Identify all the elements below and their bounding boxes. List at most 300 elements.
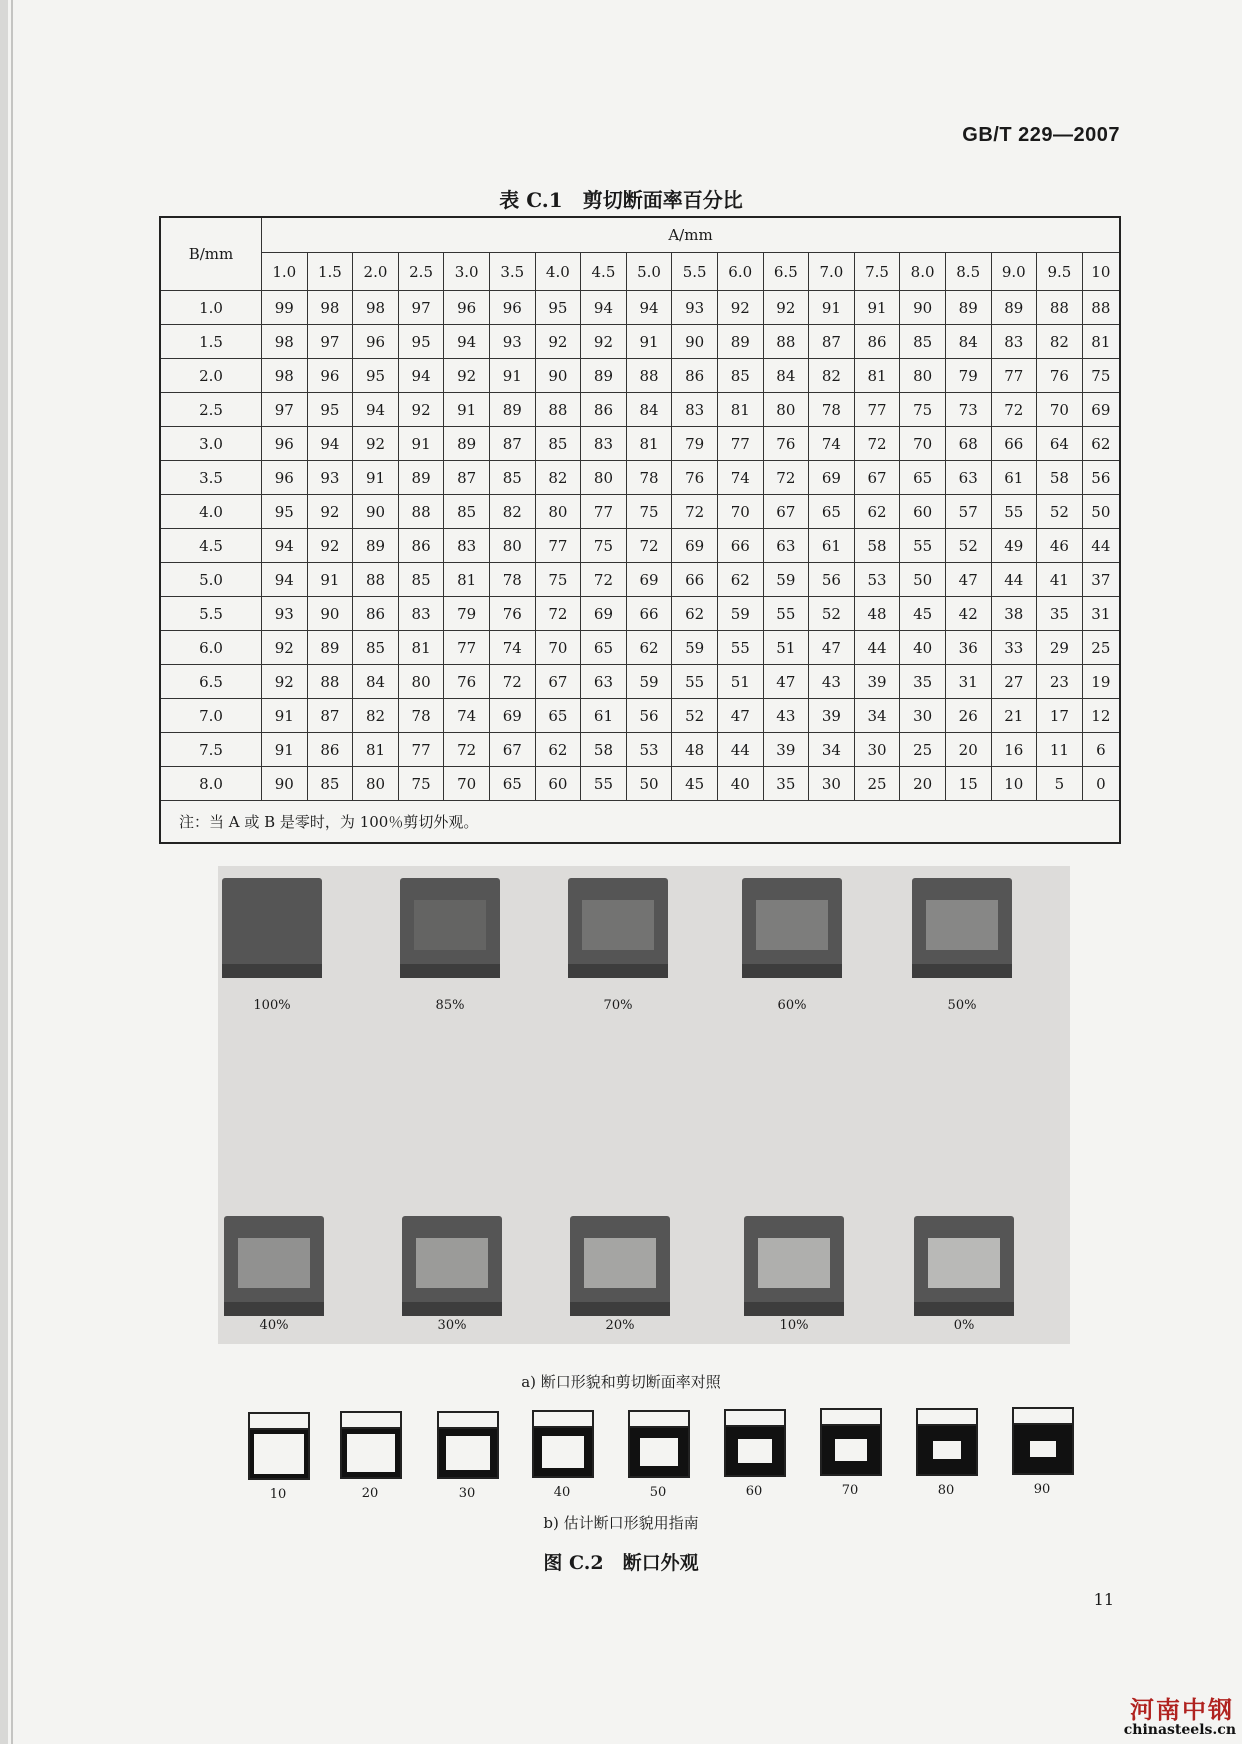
table-row — [160, 325, 1120, 359]
table-cell: 39 — [763, 733, 809, 767]
table-cell: 76 — [444, 665, 490, 699]
table-cell: 77 — [535, 529, 581, 563]
table-cell: 75 — [581, 529, 627, 563]
specimen-percent-label: 100% — [253, 998, 291, 1013]
row-b-value: 6.0 — [160, 631, 262, 665]
specimen-percent-label: 85% — [435, 998, 465, 1013]
watermark-cn: 河南中钢 — [1130, 1696, 1234, 1724]
table-cell: 96 — [262, 427, 308, 461]
table-cell: 29 — [1037, 631, 1083, 665]
table-cell: 44 — [1082, 529, 1120, 563]
column-header: 7.0 — [809, 253, 855, 291]
table-cell: 17 — [1037, 699, 1083, 733]
row-b-value: 1.0 — [160, 291, 262, 325]
table-cell: 86 — [854, 325, 900, 359]
table-cell: 30 — [809, 767, 855, 801]
table-cell: 96 — [262, 461, 308, 495]
table-cell: 72 — [444, 733, 490, 767]
table-cell: 86 — [353, 597, 399, 631]
table-cell: 46 — [1037, 529, 1083, 563]
table-cell: 66 — [672, 563, 718, 597]
table-cell: 81 — [626, 427, 672, 461]
table-cell: 92 — [398, 393, 444, 427]
table-cell: 92 — [717, 291, 763, 325]
table-cell: 66 — [717, 529, 763, 563]
table-cell: 62 — [535, 733, 581, 767]
column-header: 1.0 — [262, 253, 308, 291]
table-cell: 92 — [763, 291, 809, 325]
table-cell: 44 — [854, 631, 900, 665]
column-header: 4.5 — [581, 253, 627, 291]
table-cell: 82 — [1037, 325, 1083, 359]
table-cell: 26 — [945, 699, 991, 733]
table-cell: 89 — [398, 461, 444, 495]
table-cell: 88 — [1082, 291, 1120, 325]
table-cell: 59 — [763, 563, 809, 597]
table-cell: 70 — [535, 631, 581, 665]
table-cell: 20 — [900, 767, 946, 801]
table-cell: 34 — [809, 733, 855, 767]
table-row — [160, 529, 1120, 563]
table-cell: 51 — [763, 631, 809, 665]
guide-label: 30 — [458, 1486, 476, 1501]
table-cell: 55 — [581, 767, 627, 801]
table-cell: 52 — [945, 529, 991, 563]
table-cell: 80 — [581, 461, 627, 495]
table-cell: 76 — [672, 461, 718, 495]
watermark-en: chinasteels.cn — [1123, 1722, 1236, 1738]
guide-box — [532, 1410, 594, 1478]
table-cell: 84 — [353, 665, 399, 699]
table-cell: 93 — [489, 325, 535, 359]
table-cell: 52 — [809, 597, 855, 631]
table-cell: 94 — [262, 529, 308, 563]
table-cell: 84 — [626, 393, 672, 427]
table-cell: 16 — [991, 733, 1037, 767]
table-row — [160, 665, 1120, 699]
standard-code: GB/T 229—2007 — [962, 124, 1120, 146]
table-cell: 62 — [626, 631, 672, 665]
table-cell: 62 — [717, 563, 763, 597]
table-cell: 90 — [353, 495, 399, 529]
column-header: 8.5 — [945, 253, 991, 291]
table-cell: 85 — [398, 563, 444, 597]
table-cell: 65 — [489, 767, 535, 801]
table-cell: 84 — [945, 325, 991, 359]
table-cell: 88 — [353, 563, 399, 597]
table-cell: 83 — [672, 393, 718, 427]
table-cell: 70 — [900, 427, 946, 461]
table-cell: 77 — [444, 631, 490, 665]
table-cell: 33 — [991, 631, 1037, 665]
table-cell: 89 — [581, 359, 627, 393]
table-cell: 96 — [307, 359, 353, 393]
table-cell: 88 — [307, 665, 353, 699]
table-cell: 59 — [672, 631, 718, 665]
table-cell: 83 — [444, 529, 490, 563]
table-cell: 40 — [900, 631, 946, 665]
scan-binding-line — [11, 0, 13, 1744]
table-note: 注：当 A 或 B 是零时，为 100％剪切外观。 — [160, 801, 1120, 844]
column-header: 6.5 — [763, 253, 809, 291]
table-cell: 31 — [945, 665, 991, 699]
table-cell: 50 — [900, 563, 946, 597]
table-cell: 21 — [991, 699, 1037, 733]
table-cell: 86 — [672, 359, 718, 393]
table-cell: 94 — [262, 563, 308, 597]
table-cell: 31 — [1082, 597, 1120, 631]
fracture-specimen-image — [742, 878, 842, 978]
table-cell: 90 — [672, 325, 718, 359]
table-cell: 93 — [307, 461, 353, 495]
row-b-value: 3.5 — [160, 461, 262, 495]
table-cell: 97 — [398, 291, 444, 325]
table-cell: 73 — [945, 393, 991, 427]
row-axis-label: B/mm — [160, 217, 262, 291]
guide-label: 50 — [649, 1485, 667, 1500]
fracture-specimen-image — [224, 1216, 324, 1316]
table-cell: 87 — [444, 461, 490, 495]
specimen-percent-label: 20% — [605, 1318, 635, 1333]
table-cell: 81 — [398, 631, 444, 665]
table-cell: 51 — [717, 665, 763, 699]
table-cell: 65 — [535, 699, 581, 733]
table-cell: 48 — [854, 597, 900, 631]
table-cell: 84 — [763, 359, 809, 393]
table-cell: 34 — [854, 699, 900, 733]
guide-box — [724, 1409, 786, 1477]
table-cell: 37 — [1082, 563, 1120, 597]
table-cell: 60 — [900, 495, 946, 529]
fracture-specimen-image — [914, 1216, 1014, 1316]
shear-rate-table — [159, 216, 1121, 844]
fracture-specimen-image — [400, 878, 500, 978]
table-cell: 91 — [398, 427, 444, 461]
table-cell: 72 — [581, 563, 627, 597]
table-row — [160, 427, 1120, 461]
table-cell: 39 — [809, 699, 855, 733]
table-row — [160, 461, 1120, 495]
table-cell: 94 — [353, 393, 399, 427]
table-cell: 67 — [535, 665, 581, 699]
table-cell: 82 — [809, 359, 855, 393]
specimen-percent-label: 40% — [259, 1318, 289, 1333]
table-cell: 89 — [991, 291, 1037, 325]
table-cell: 91 — [489, 359, 535, 393]
table-cell: 85 — [353, 631, 399, 665]
fracture-specimen-image — [222, 878, 322, 978]
fracture-specimen-image — [744, 1216, 844, 1316]
table-cell: 88 — [398, 495, 444, 529]
table-cell: 78 — [809, 393, 855, 427]
table-cell: 62 — [854, 495, 900, 529]
table-cell: 50 — [626, 767, 672, 801]
table-cell: 81 — [1082, 325, 1120, 359]
table-cell: 89 — [717, 325, 763, 359]
table-cell: 44 — [991, 563, 1037, 597]
column-header: 9.0 — [991, 253, 1037, 291]
table-cell: 6 — [1082, 733, 1120, 767]
table-cell: 95 — [535, 291, 581, 325]
table-cell: 96 — [353, 325, 399, 359]
guide-box — [248, 1412, 310, 1480]
specimen-percent-label: 10% — [779, 1318, 809, 1333]
table-cell: 77 — [398, 733, 444, 767]
row-b-value: 6.5 — [160, 665, 262, 699]
figure-caption-a: a) 断口形貌和剪切断面率对照 — [521, 1373, 721, 1391]
table-cell: 67 — [854, 461, 900, 495]
table-cell: 94 — [626, 291, 672, 325]
table-cell: 81 — [717, 393, 763, 427]
table-cell: 75 — [535, 563, 581, 597]
table-cell: 92 — [307, 529, 353, 563]
table-row — [160, 631, 1120, 665]
table-cell: 48 — [672, 733, 718, 767]
table-cell: 91 — [353, 461, 399, 495]
row-b-value: 4.5 — [160, 529, 262, 563]
table-cell: 59 — [717, 597, 763, 631]
table-cell: 98 — [262, 359, 308, 393]
table-cell: 47 — [717, 699, 763, 733]
table-cell: 62 — [672, 597, 718, 631]
table-cell: 12 — [1082, 699, 1120, 733]
table-cell: 76 — [489, 597, 535, 631]
row-b-value: 3.0 — [160, 427, 262, 461]
specimen-percent-label: 0% — [953, 1318, 975, 1333]
table-cell: 69 — [626, 563, 672, 597]
table-cell: 97 — [262, 393, 308, 427]
table-cell: 95 — [353, 359, 399, 393]
table-cell: 91 — [262, 699, 308, 733]
table-cell: 85 — [307, 767, 353, 801]
table-cell: 66 — [991, 427, 1037, 461]
column-header: 3.5 — [489, 253, 535, 291]
table-cell: 20 — [945, 733, 991, 767]
table-cell: 80 — [489, 529, 535, 563]
table-cell: 55 — [900, 529, 946, 563]
row-b-value: 5.5 — [160, 597, 262, 631]
table-cell: 80 — [353, 767, 399, 801]
table-cell: 61 — [809, 529, 855, 563]
table-cell: 44 — [717, 733, 763, 767]
table-cell: 38 — [991, 597, 1037, 631]
guide-box — [1012, 1407, 1074, 1475]
column-header-row — [160, 253, 1120, 291]
table-cell: 41 — [1037, 563, 1083, 597]
table-cell: 91 — [626, 325, 672, 359]
table-cell: 87 — [489, 427, 535, 461]
table-cell: 96 — [489, 291, 535, 325]
table-row — [160, 393, 1120, 427]
table-cell: 85 — [489, 461, 535, 495]
table-cell: 80 — [535, 495, 581, 529]
table-cell: 64 — [1037, 427, 1083, 461]
table-cell: 81 — [353, 733, 399, 767]
table-cell: 70 — [717, 495, 763, 529]
table-cell: 43 — [809, 665, 855, 699]
column-header: 8.0 — [900, 253, 946, 291]
table-cell: 76 — [1037, 359, 1083, 393]
table-row — [160, 767, 1120, 801]
table-cell: 74 — [717, 461, 763, 495]
fracture-specimen-image — [568, 878, 668, 978]
table-cell: 11 — [1037, 733, 1083, 767]
table-cell: 72 — [672, 495, 718, 529]
table-cell: 63 — [945, 461, 991, 495]
table-cell: 78 — [398, 699, 444, 733]
watermark-logo — [1122, 1688, 1242, 1744]
column-header: 7.5 — [854, 253, 900, 291]
table-cell: 25 — [900, 733, 946, 767]
guide-box — [437, 1411, 499, 1479]
row-b-value: 5.0 — [160, 563, 262, 597]
table-cell: 91 — [444, 393, 490, 427]
table-cell: 36 — [945, 631, 991, 665]
table-cell: 69 — [672, 529, 718, 563]
table-cell: 87 — [307, 699, 353, 733]
guide-box — [628, 1410, 690, 1478]
table-cell: 74 — [809, 427, 855, 461]
table-cell: 75 — [398, 767, 444, 801]
column-header: 3.0 — [444, 253, 490, 291]
table-cell: 78 — [626, 461, 672, 495]
figure-caption-b: b) 估计断口形貌用指南 — [543, 1514, 699, 1532]
specimen-percent-label: 60% — [777, 998, 807, 1013]
table-cell: 47 — [763, 665, 809, 699]
row-b-value: 2.5 — [160, 393, 262, 427]
table-cell: 69 — [1082, 393, 1120, 427]
table-cell: 52 — [1037, 495, 1083, 529]
specimen-percent-label: 30% — [437, 1318, 467, 1333]
guide-box — [916, 1408, 978, 1476]
table-cell: 35 — [900, 665, 946, 699]
table-cell: 90 — [307, 597, 353, 631]
table-cell: 60 — [535, 767, 581, 801]
column-header: 5.0 — [626, 253, 672, 291]
table-cell: 86 — [307, 733, 353, 767]
table-cell: 79 — [444, 597, 490, 631]
table-cell: 40 — [717, 767, 763, 801]
table-cell: 89 — [353, 529, 399, 563]
table-cell: 72 — [535, 597, 581, 631]
fracture-specimen-image — [912, 878, 1012, 978]
table-cell: 49 — [991, 529, 1037, 563]
table-cell: 72 — [626, 529, 672, 563]
table-cell: 81 — [854, 359, 900, 393]
table-cell: 55 — [717, 631, 763, 665]
table-cell: 58 — [1037, 461, 1083, 495]
table-cell: 10 — [991, 767, 1037, 801]
guide-box — [820, 1408, 882, 1476]
table-cell: 90 — [900, 291, 946, 325]
table-cell: 65 — [809, 495, 855, 529]
table-cell: 55 — [672, 665, 718, 699]
table-cell: 39 — [854, 665, 900, 699]
guide-label: 60 — [745, 1484, 763, 1499]
table-cell: 76 — [763, 427, 809, 461]
table-row — [160, 291, 1120, 325]
table-cell: 88 — [1037, 291, 1083, 325]
table-cell: 30 — [854, 733, 900, 767]
guide-label: 10 — [269, 1487, 287, 1502]
table-cell: 91 — [854, 291, 900, 325]
table-cell: 95 — [398, 325, 444, 359]
fracture-specimen-image — [402, 1216, 502, 1316]
table-cell: 67 — [763, 495, 809, 529]
page-number: 11 — [1093, 1590, 1114, 1609]
table-cell: 78 — [489, 563, 535, 597]
table-cell: 74 — [444, 699, 490, 733]
table-cell: 35 — [1037, 597, 1083, 631]
table-cell: 93 — [672, 291, 718, 325]
specimen-percent-label: 70% — [603, 998, 633, 1013]
table-cell: 61 — [581, 699, 627, 733]
table-row — [160, 733, 1120, 767]
table-cell: 92 — [307, 495, 353, 529]
guide-label: 80 — [937, 1483, 955, 1498]
table-cell: 80 — [398, 665, 444, 699]
table-cell: 82 — [489, 495, 535, 529]
table-cell: 90 — [535, 359, 581, 393]
table-cell: 5 — [1037, 767, 1083, 801]
table-cell: 89 — [444, 427, 490, 461]
row-b-value: 1.5 — [160, 325, 262, 359]
table-cell: 72 — [854, 427, 900, 461]
table-cell: 63 — [581, 665, 627, 699]
table-cell: 56 — [626, 699, 672, 733]
table-cell: 72 — [489, 665, 535, 699]
guide-label: 40 — [553, 1485, 571, 1500]
table-cell: 92 — [535, 325, 581, 359]
table-cell: 95 — [307, 393, 353, 427]
table-cell: 92 — [353, 427, 399, 461]
table-cell: 85 — [444, 495, 490, 529]
table-cell: 77 — [991, 359, 1037, 393]
row-b-value: 4.0 — [160, 495, 262, 529]
fracture-specimen-image — [570, 1216, 670, 1316]
table-cell: 23 — [1037, 665, 1083, 699]
table-cell: 56 — [1082, 461, 1120, 495]
table-cell: 0 — [1082, 767, 1120, 801]
table-cell: 59 — [626, 665, 672, 699]
table-cell: 70 — [444, 767, 490, 801]
table-cell: 69 — [581, 597, 627, 631]
row-b-value: 7.5 — [160, 733, 262, 767]
guide-box — [340, 1411, 402, 1479]
table-cell: 19 — [1082, 665, 1120, 699]
table-cell: 69 — [809, 461, 855, 495]
table-cell: 43 — [763, 699, 809, 733]
table-cell: 89 — [945, 291, 991, 325]
table-cell: 88 — [763, 325, 809, 359]
table-cell: 99 — [262, 291, 308, 325]
table-cell: 25 — [854, 767, 900, 801]
guide-label: 90 — [1033, 1482, 1051, 1497]
table-cell: 92 — [262, 631, 308, 665]
row-b-value: 8.0 — [160, 767, 262, 801]
table-cell: 72 — [991, 393, 1037, 427]
guide-label: 70 — [841, 1483, 859, 1498]
table-cell: 94 — [307, 427, 353, 461]
column-header: 10 — [1082, 253, 1120, 291]
table-cell: 80 — [900, 359, 946, 393]
table-cell: 65 — [900, 461, 946, 495]
table-cell: 55 — [763, 597, 809, 631]
guide-label: 20 — [361, 1486, 379, 1501]
table-cell: 58 — [854, 529, 900, 563]
table-cell: 30 — [900, 699, 946, 733]
table-cell: 61 — [991, 461, 1037, 495]
